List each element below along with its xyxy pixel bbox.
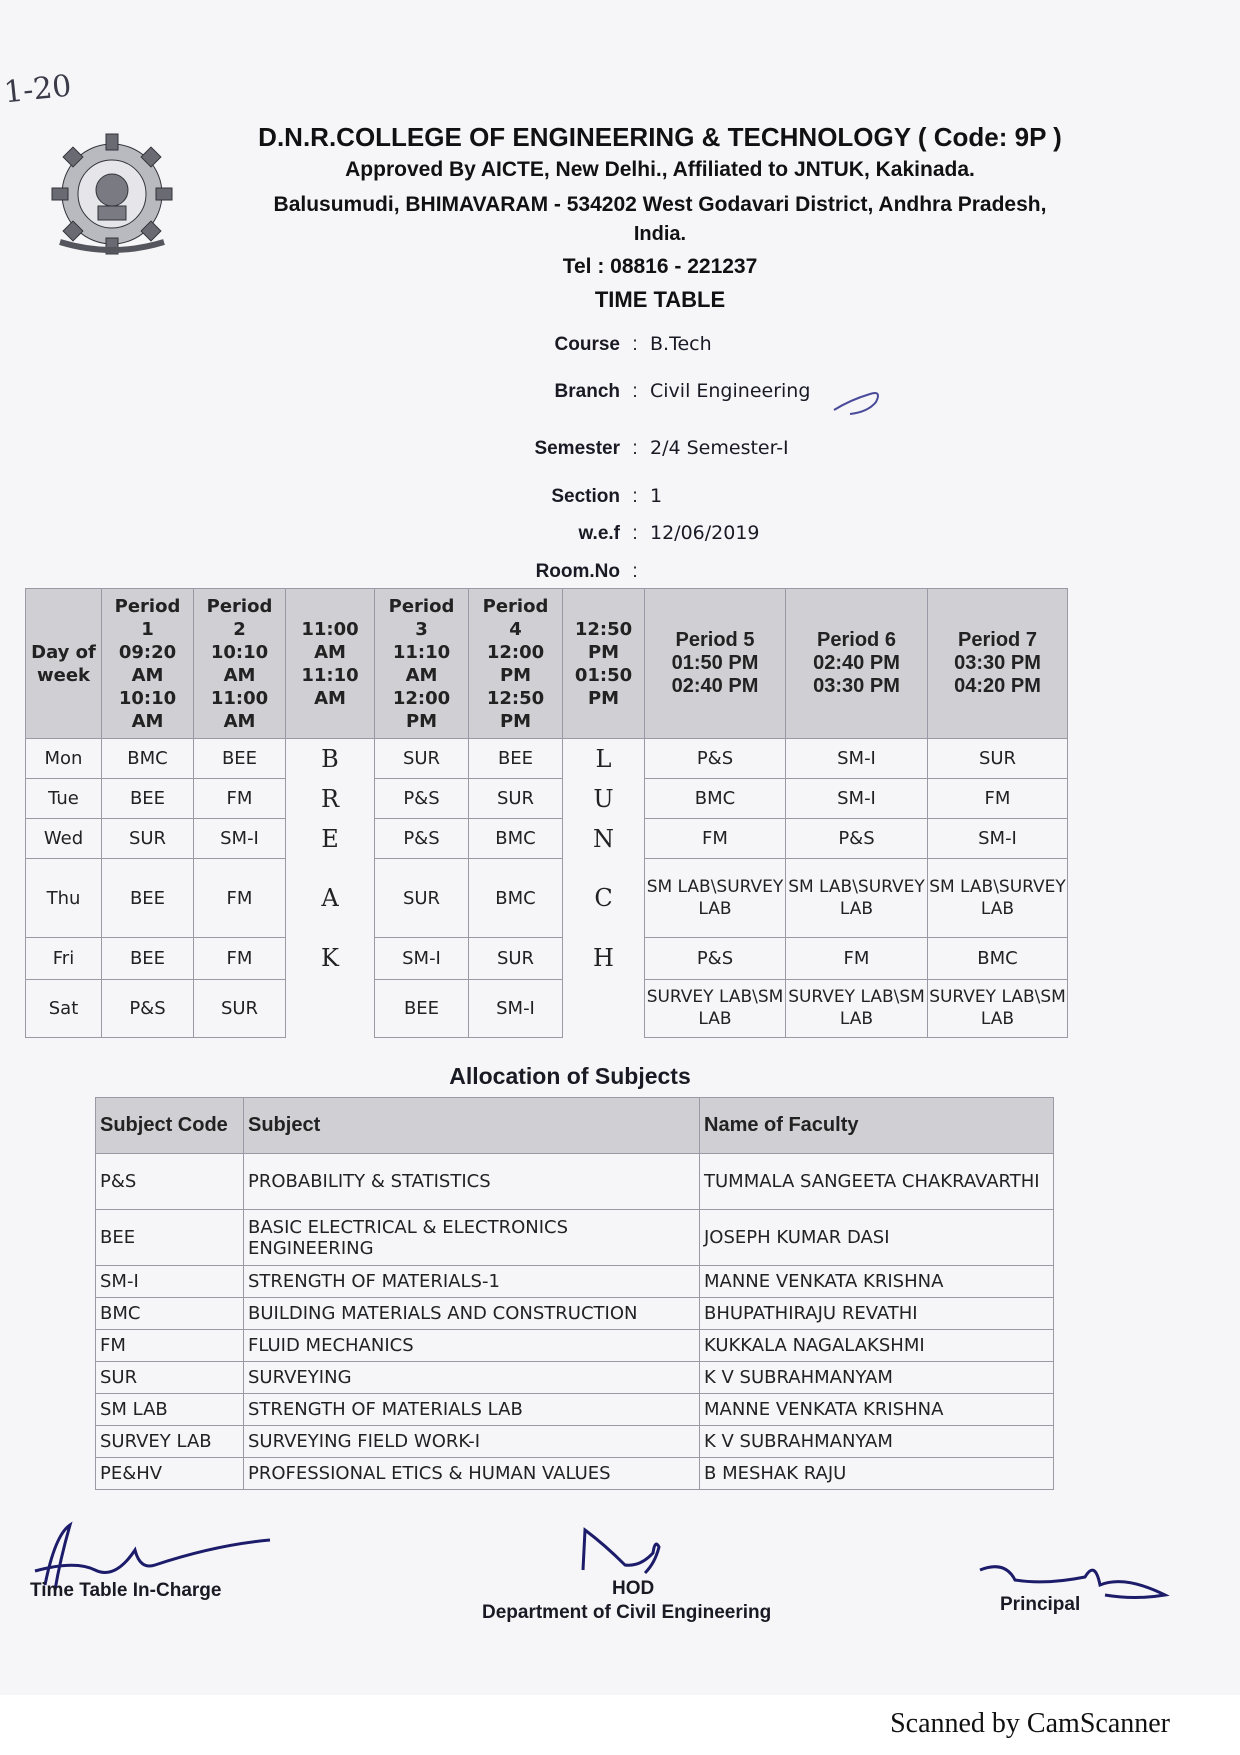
table-row: [26, 739, 1068, 779]
period-cell: SM-I: [469, 979, 563, 1037]
break-letter: A: [286, 859, 375, 937]
subject-code: P&S: [96, 1154, 244, 1210]
meta-value: Civil Engineering: [650, 380, 811, 402]
table-row: [96, 1210, 1054, 1266]
faculty-name: JOSEPH KUMAR DASI: [700, 1210, 1054, 1266]
period-cell: SUR: [375, 859, 469, 937]
faculty-name: MANNE VENKATA KRISHNA: [700, 1266, 1054, 1298]
period-cell: FM: [928, 779, 1068, 819]
period-cell: BMC: [469, 819, 563, 859]
subject-name: BASIC ELECTRICAL & ELECTRONICS ENGINEERING: [244, 1210, 700, 1266]
subject-code: SURVEY LAB: [96, 1426, 244, 1458]
header-period-3: Period 3 11:10 AM 12:00 PM: [375, 589, 469, 739]
college-name: D.N.R.COLLEGE OF ENGINEERING & TECHNOLOGY ( Code: 9P ): [258, 122, 1062, 152]
table-row: [96, 1298, 1054, 1330]
period-cell: SM-I: [194, 819, 286, 859]
period-cell: SURVEY LAB\SM LAB: [786, 979, 928, 1037]
address-line: Balusumudi, BHIMAVARAM - 534202 West Godavari District, Andhra Pradesh,: [273, 193, 1047, 216]
signature-label-principal: Principal: [1000, 1594, 1081, 1615]
period-cell: SUR: [469, 937, 563, 979]
day-cell: Wed: [26, 819, 102, 859]
period-cell: FM: [194, 859, 286, 937]
header-faculty: Name of Faculty: [700, 1098, 1054, 1154]
subject-code: BEE: [96, 1210, 244, 1266]
signature-label-department: Department of Civil Engineering: [482, 1602, 772, 1623]
faculty-name: TUMMALA SANGEETA CHAKRAVARTHI: [700, 1154, 1054, 1210]
meta-value: B.Tech: [650, 333, 712, 355]
header-period-6: Period 6 02:40 PM 03:30 PM: [786, 589, 928, 739]
table-row: [26, 859, 1068, 937]
faculty-name: KUKKALA NAGALAKSHMI: [700, 1330, 1054, 1362]
timetable-header-row: [26, 589, 1068, 739]
subject-name: STRENGTH OF MATERIALS LAB: [244, 1394, 700, 1426]
signature-label-hod: HOD: [612, 1578, 655, 1599]
period-cell: P&S: [645, 739, 786, 779]
meta-section: Section : 1: [480, 485, 880, 508]
subject-code: BMC: [96, 1298, 244, 1330]
lunch-letter: C: [563, 859, 645, 937]
period-cell: SUR: [375, 739, 469, 779]
table-row: [96, 1266, 1054, 1298]
lunch-letter: N: [563, 819, 645, 859]
table-row: [96, 1154, 1054, 1210]
signature-hod-icon: [575, 1525, 685, 1575]
subject-name: STRENGTH OF MATERIALS-1: [244, 1266, 700, 1298]
break-letter: [286, 979, 375, 1037]
period-cell: SUR: [102, 819, 194, 859]
meta-course: Course : B.Tech: [480, 333, 880, 356]
header-lunch: 12:50 PM 01:50 PM: [563, 589, 645, 739]
period-cell: BEE: [194, 739, 286, 779]
table-row: [96, 1330, 1054, 1362]
break-letter: K: [286, 937, 375, 979]
header-period-7: Period 7 03:30 PM 04:20 PM: [928, 589, 1068, 739]
table-row: [26, 779, 1068, 819]
meta-value: 1: [650, 485, 663, 507]
subject-name: PROFESSIONAL ETICS & HUMAN VALUES: [244, 1458, 700, 1490]
telephone: Tel : 08816 - 221237: [562, 255, 758, 278]
break-letter: E: [286, 819, 375, 859]
table-row: [96, 1458, 1054, 1490]
break-letter: R: [286, 779, 375, 819]
meta-semester: Semester : 2/4 Semester-I: [480, 437, 880, 460]
period-cell: SM-I: [928, 819, 1068, 859]
header-period-1: Period 1 09:20 AM 10:10 AM: [102, 589, 194, 739]
subject-code: PE&HV: [96, 1458, 244, 1490]
period-cell: SM LAB\SURVEY LAB: [928, 859, 1068, 937]
period-cell: P&S: [645, 937, 786, 979]
period-cell: P&S: [102, 979, 194, 1037]
period-cell: P&S: [786, 819, 928, 859]
period-cell: FM: [194, 779, 286, 819]
meta-branch: Branch : Civil Engineering: [480, 380, 880, 403]
table-row: [96, 1362, 1054, 1394]
meta-label: Room.No: [535, 561, 620, 582]
table-row: [96, 1426, 1054, 1458]
header-period-2: Period 2 10:10 AM 11:00 AM: [194, 589, 286, 739]
period-cell: SUR: [469, 779, 563, 819]
subject-name: FLUID MECHANICS: [244, 1330, 700, 1362]
address-country: India.: [633, 223, 687, 245]
lunch-letter: [563, 979, 645, 1037]
period-cell: BEE: [102, 937, 194, 979]
day-cell: Sat: [26, 979, 102, 1037]
subject-code: SUR: [96, 1362, 244, 1394]
faculty-name: MANNE VENKATA KRISHNA: [700, 1394, 1054, 1426]
meta-label: Branch: [554, 381, 620, 402]
table-row: [96, 1394, 1054, 1426]
header-day: Day of week: [26, 589, 102, 739]
period-cell: FM: [786, 937, 928, 979]
period-cell: BEE: [102, 779, 194, 819]
meta-label: Course: [554, 334, 620, 355]
scanner-watermark: Scanned by CamScanner: [890, 1708, 1170, 1739]
meta-value: 2/4 Semester-I: [650, 437, 789, 459]
period-cell: P&S: [375, 779, 469, 819]
period-cell: SM LAB\SURVEY LAB: [645, 859, 786, 937]
subject-code: SM LAB: [96, 1394, 244, 1426]
period-cell: BMC: [645, 779, 786, 819]
meta-label: w.e.f: [578, 523, 620, 544]
period-cell: SUR: [194, 979, 286, 1037]
day-cell: Tue: [26, 779, 102, 819]
period-cell: BMC: [469, 859, 563, 937]
table-row: [26, 819, 1068, 859]
period-cell: SM LAB\SURVEY LAB: [786, 859, 928, 937]
period-cell: BMC: [102, 739, 194, 779]
header-break: 11:00 AM 11:10 AM: [286, 589, 375, 739]
period-cell: BEE: [102, 859, 194, 937]
faculty-name: B MESHAK RAJU: [700, 1458, 1054, 1490]
period-cell: BEE: [375, 979, 469, 1037]
day-cell: Fri: [26, 937, 102, 979]
period-cell: SUR: [928, 739, 1068, 779]
lunch-letter: L: [563, 739, 645, 779]
meta-value: 12/06/2019: [650, 522, 760, 544]
table-row: [26, 937, 1068, 979]
header-subject-code: Subject Code: [96, 1098, 244, 1154]
document-title: TIME TABLE: [594, 287, 726, 312]
period-cell: FM: [645, 819, 786, 859]
subject-name: SURVEYING FIELD WORK-I: [244, 1426, 700, 1458]
period-cell: SURVEY LAB\SM LAB: [928, 979, 1068, 1037]
subject-code: FM: [96, 1330, 244, 1362]
lunch-letter: H: [563, 937, 645, 979]
approval-line: Approved By AICTE, New Delhi., Affiliated to JNTUK, Kakinada.: [345, 158, 975, 181]
period-cell: BEE: [469, 739, 563, 779]
header-period-5: Period 5 01:50 PM 02:40 PM: [645, 589, 786, 739]
signature-label-timetable: Time Table In-Charge: [30, 1580, 222, 1601]
period-cell: BMC: [928, 937, 1068, 979]
faculty-name: BHUPATHIRAJU REVATHI: [700, 1298, 1054, 1330]
allocation-table: [95, 1097, 1054, 1490]
period-cell: P&S: [375, 819, 469, 859]
meta-room: Room.No :: [480, 560, 880, 583]
period-cell: SURVEY LAB\SM LAB: [645, 979, 786, 1037]
period-cell: FM: [194, 937, 286, 979]
timetable: [25, 588, 1068, 1038]
period-cell: SM-I: [786, 739, 928, 779]
day-cell: Mon: [26, 739, 102, 779]
allocation-title: Allocation of Subjects: [449, 1063, 691, 1089]
faculty-name: K V SUBRAHMANYAM: [700, 1426, 1054, 1458]
pen-scribble-icon: [830, 380, 890, 420]
header-period-4: Period 4 12:00 PM 12:50 PM: [469, 589, 563, 739]
meta-label: Section: [551, 486, 620, 507]
faculty-name: K V SUBRAHMANYAM: [700, 1362, 1054, 1394]
period-cell: SM-I: [375, 937, 469, 979]
allocation-header-row: [96, 1098, 1054, 1154]
meta-label: Semester: [534, 438, 620, 459]
meta-wef: w.e.f : 12/06/2019: [480, 522, 880, 545]
break-letter: B: [286, 739, 375, 779]
subject-name: BUILDING MATERIALS AND CONSTRUCTION: [244, 1298, 700, 1330]
subject-code: SM-I: [96, 1266, 244, 1298]
handwritten-note: 1-20: [2, 68, 74, 111]
table-row: [26, 979, 1068, 1037]
lunch-letter: U: [563, 779, 645, 819]
period-cell: SM-I: [786, 779, 928, 819]
day-cell: Thu: [26, 859, 102, 937]
header-subject: Subject: [244, 1098, 700, 1154]
subject-name: SURVEYING: [244, 1362, 700, 1394]
subject-name: PROBABILITY & STATISTICS: [244, 1154, 700, 1210]
